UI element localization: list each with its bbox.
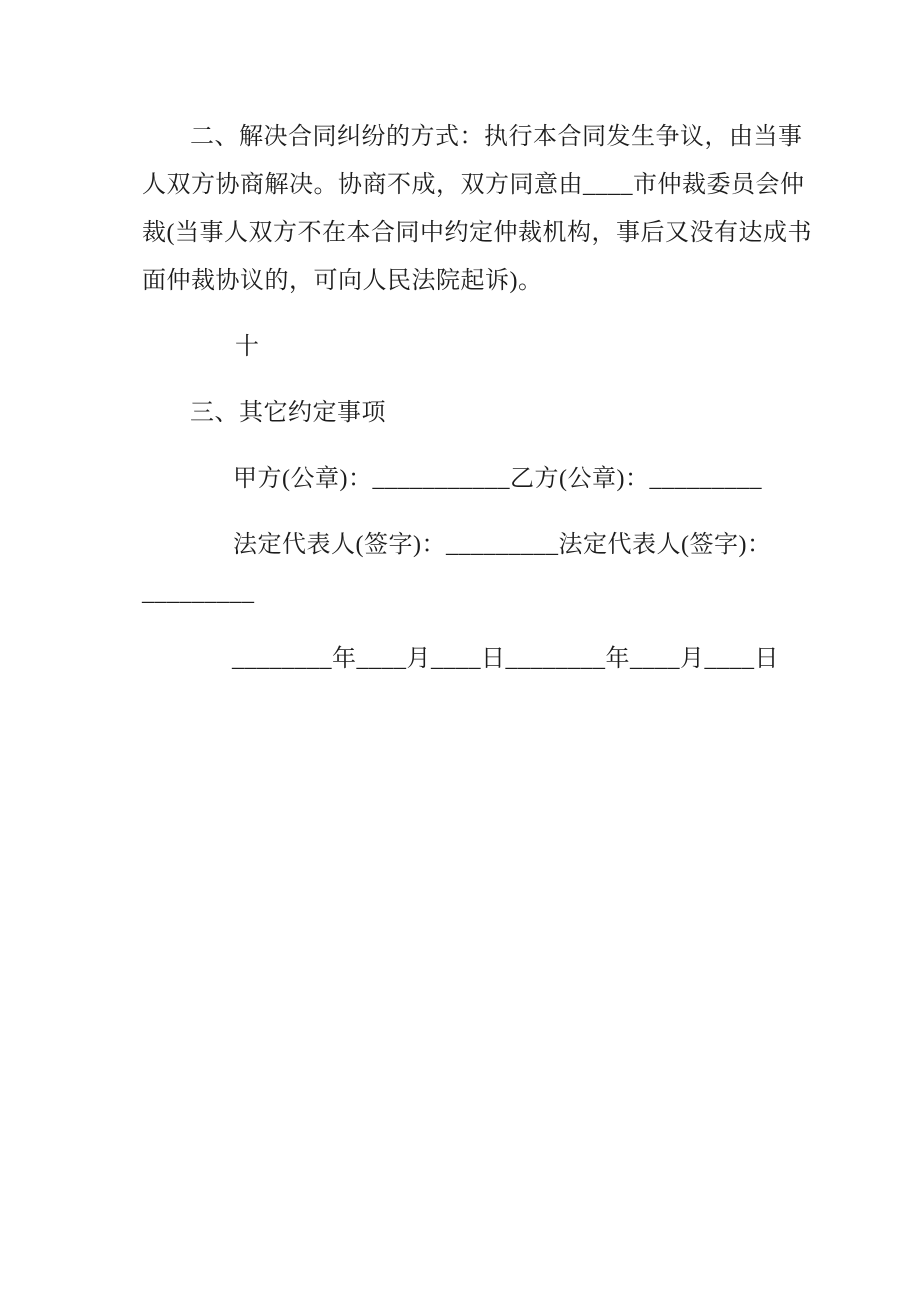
contract-line: 十 xyxy=(235,334,260,360)
contract-line: 二、解决合同纠纷的方式：执行本合同发生争议，由当事 xyxy=(190,124,803,150)
contract-line: ________年____月____日________年____月____日 xyxy=(232,646,779,672)
document-body xyxy=(142,113,812,683)
contract-line: 裁(当事人双方不在本合同中约定仲裁机构，事后又没有达成书 xyxy=(142,220,812,246)
contract-line: _________ xyxy=(142,580,255,606)
contract-line: 三、其它约定事项 xyxy=(190,400,386,426)
contract-line: 法定代表人(签字)：_________法定代表人(签字)： xyxy=(233,532,772,558)
contract-line: 面仲裁协议的，可向人民法院起诉)。 xyxy=(142,268,543,294)
contract-line: 人双方协商解决。协商不成，双方同意由____市仲裁委员会仲 xyxy=(142,172,805,198)
contract-line: 甲方(公章)：___________乙方(公章)：_________ xyxy=(233,466,762,492)
